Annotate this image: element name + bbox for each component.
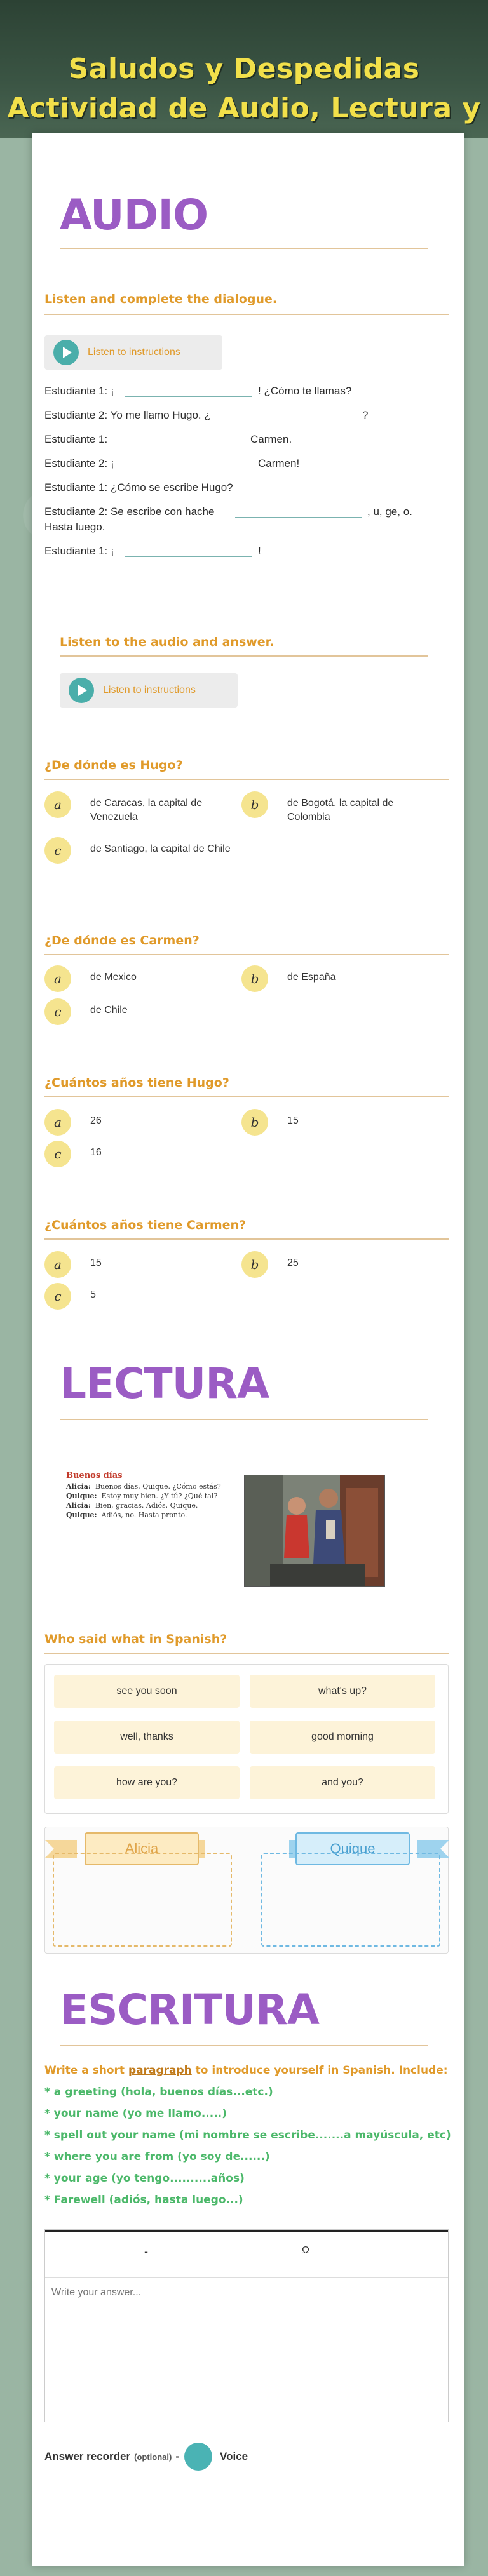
recorder-dash: -: [175, 2450, 180, 2462]
writing-item: [44, 2107, 227, 2120]
dialogue-question-divider: [44, 314, 449, 315]
option-text: 16: [90, 1147, 102, 1158]
question-title-2: ¿De dónde es Carmen?: [44, 934, 200, 948]
dialogue-line-4-end: Carmen!: [258, 457, 300, 469]
match-grid: [44, 1664, 449, 1814]
reading-speech: Bien, gracias. Adiós, Quique.: [95, 1501, 198, 1510]
option-text: de España: [287, 972, 336, 983]
drop-zone-alicia[interactable]: [53, 1853, 232, 1947]
page-header: [0, 0, 488, 138]
question-title-4: ¿Cuántos años tiene Carmen?: [44, 1218, 247, 1232]
record-button[interactable]: [184, 2443, 212, 2471]
writing-item-label: * where you are from: [44, 2150, 178, 2163]
option-text: 5: [90, 1289, 96, 1300]
writing-item: [44, 2172, 245, 2185]
reading-speech: Estoy muy bien. ¿Y tú? ¿Qué tal?: [101, 1492, 218, 1500]
question-title-1: ¿De dónde es Hugo?: [44, 758, 183, 772]
option-letter-badge: a: [44, 1251, 71, 1278]
reading-photo: [244, 1475, 385, 1587]
dialogue-line-3: Estudiante 1:: [44, 433, 108, 445]
reading-line: [66, 1482, 244, 1491]
dialogue-line-1-end: ! ¿Cómo te llamas?: [258, 385, 352, 397]
sort-board: [44, 1827, 449, 1954]
listen-instructions-button-2[interactable]: [60, 673, 238, 708]
q1-option-b[interactable]: [241, 791, 433, 824]
option-text: 15: [287, 1115, 299, 1126]
students-photo-illustration: [245, 1475, 385, 1587]
paragraph-link[interactable]: paragraph: [128, 2064, 192, 2077]
reading-speech: Buenos días, Quique. ¿Cómo estás?: [95, 1482, 221, 1491]
dialogue-line-7: Hasta luego.: [44, 521, 105, 533]
match-item[interactable]: what's up?: [250, 1675, 435, 1708]
sort-label-alicia: Alicia: [85, 1832, 199, 1865]
dialogue-line-2-end: ?: [362, 409, 369, 421]
recorder-optional: (optional): [134, 2452, 172, 2462]
option-letter-badge: b: [241, 1251, 268, 1278]
recorder-label: Answer recorder: [44, 2450, 131, 2462]
q2-option-a[interactable]: [44, 965, 236, 992]
writing-prompt-post: to introduce yourself in Spanish. Include:: [191, 2064, 448, 2077]
writing-item-label: * spell out your name: [44, 2129, 179, 2142]
writing-item-example: (hola, buenos días...etc.): [120, 2086, 273, 2098]
writing-item-example: (adiós, hasta luego...): [109, 2194, 243, 2206]
option-letter-badge: a: [44, 965, 71, 992]
option-letter-badge: c: [44, 998, 71, 1025]
writing-prompt-pre: Write a short: [44, 2064, 128, 2077]
question-divider-4: [44, 1238, 449, 1240]
option-letter-badge: b: [241, 965, 268, 992]
reading-speech: Adiós, no. Hasta pronto.: [101, 1511, 187, 1519]
option-letter-badge: a: [44, 791, 71, 818]
answer-textarea[interactable]: [51, 2287, 440, 2414]
option-text: de Santiago, la capital de Chile: [90, 843, 231, 854]
q2-option-c[interactable]: [44, 998, 236, 1025]
dialogue-line-2: Estudiante 2: Yo me llamo Hugo. ¿: [44, 409, 211, 421]
dialogue-line-8-end: !: [258, 545, 261, 557]
writing-item-example: (yo me llamo.....): [122, 2107, 227, 2120]
writing-item-example: (mi nombre se escribe.......a mayúscula, etc): [179, 2129, 451, 2142]
q1-option-c[interactable]: [44, 837, 236, 864]
q3-option-a[interactable]: [44, 1109, 236, 1136]
dialogue-line-6: Estudiante 2: Se escribe con hache: [44, 506, 215, 518]
toolbar-dash-button[interactable]: -: [144, 2245, 148, 2258]
option-letter-badge: c: [44, 837, 71, 864]
q1-option-a[interactable]: [44, 791, 236, 824]
drop-zone-quique[interactable]: [261, 1853, 440, 1947]
listen-instructions-label: Listen to instructions: [103, 685, 196, 695]
dialogue-blank-5[interactable]: [235, 517, 362, 518]
match-item[interactable]: see you soon: [54, 1675, 240, 1708]
escritura-heading: ESCRITURA: [60, 1985, 319, 2034]
dialogue-line-1: Estudiante 1: ¡: [44, 385, 114, 397]
special-characters-button[interactable]: Ω: [302, 2245, 309, 2256]
sort-label-quique: Quique: [295, 1832, 410, 1865]
option-text: de Caracas, la capital de Venezuela: [90, 798, 203, 822]
escritura-heading-divider: [60, 2045, 428, 2046]
reading-title: Buenos días: [66, 1471, 123, 1480]
match-item[interactable]: and you?: [250, 1766, 435, 1799]
writing-item: [44, 2086, 273, 2098]
writing-item-label: * Farewell: [44, 2194, 109, 2206]
dialogue-line-8: Estudiante 1: ¡: [44, 545, 114, 557]
q3-option-b[interactable]: [241, 1109, 433, 1136]
match-title: Who said what in Spanish?: [44, 1632, 227, 1646]
reading-speaker: Alicia:: [66, 1501, 91, 1510]
reading-line: [66, 1492, 244, 1500]
editor-toolbar: [45, 2232, 448, 2278]
writing-item-label: * your name: [44, 2107, 123, 2120]
dialogue-blank-1[interactable]: [125, 396, 252, 397]
writing-item: [44, 2150, 270, 2163]
audio-answer-title: Listen to the audio and answer.: [60, 635, 274, 649]
reading-speaker: Alicia:: [66, 1482, 91, 1491]
audio-heading-divider: [60, 248, 428, 249]
option-letter-badge: a: [44, 1109, 71, 1136]
page-title: Saludos y Despedidas Actividad de Audio, Lectura y: [7, 53, 481, 124]
play-icon: [53, 340, 79, 365]
q4-option-a[interactable]: [44, 1251, 236, 1278]
q3-option-c[interactable]: [44, 1141, 236, 1167]
answer-recorder: [44, 2443, 248, 2471]
option-text: 26: [90, 1115, 102, 1126]
match-item[interactable]: how are you?: [54, 1766, 240, 1799]
q4-option-b[interactable]: [241, 1251, 433, 1278]
option-letter-badge: c: [44, 1141, 71, 1167]
reading-speaker: Quique:: [66, 1511, 97, 1519]
worksheet-card: [32, 133, 464, 2566]
option-text: de Mexico: [90, 972, 137, 983]
question-divider-1: [44, 779, 449, 780]
option-text: de Chile: [90, 1005, 128, 1016]
voice-label: Voice: [220, 2450, 248, 2462]
option-text: de Bogotá, la capital de Colombia: [287, 798, 394, 822]
reading-speaker: Quique:: [66, 1492, 97, 1500]
lectura-heading: LECTURA: [60, 1359, 269, 1408]
listen-instructions-label: Listen to instructions: [88, 347, 180, 358]
listen-instructions-button-1[interactable]: [44, 335, 222, 370]
play-icon: [69, 678, 94, 703]
question-title-3: ¿Cuántos años tiene Hugo?: [44, 1076, 229, 1090]
dialogue-line-4: Estudiante 2: ¡: [44, 457, 114, 469]
option-text: 15: [90, 1258, 102, 1268]
writing-item: [44, 2129, 451, 2142]
option-letter-badge: c: [44, 1283, 71, 1310]
answer-editor: [44, 2229, 449, 2422]
writing-item-label: * your age: [44, 2172, 112, 2185]
reading-line: [66, 1501, 244, 1510]
dialogue-line-5: Estudiante 1: ¿Cómo se escribe Hugo?: [44, 481, 233, 493]
dialogue-question-title: Listen and complete the dialogue.: [44, 292, 278, 306]
writing-item-label: * a greeting: [44, 2086, 121, 2098]
reading-passage: [66, 1471, 244, 1519]
writing-prompt: [44, 2064, 448, 2077]
option-letter-badge: b: [241, 1109, 268, 1136]
reading-line: [66, 1511, 244, 1519]
q4-option-c[interactable]: [44, 1283, 236, 1310]
dialogue-blank-6[interactable]: [125, 556, 252, 557]
dialogue-line-6-end: , u, ge, o.: [367, 506, 412, 518]
match-item[interactable]: well, thanks: [54, 1721, 240, 1754]
match-item[interactable]: good morning: [250, 1721, 435, 1754]
option-text: 25: [287, 1258, 299, 1268]
q2-option-b[interactable]: [241, 965, 433, 992]
audio-heading: AUDIO: [60, 191, 208, 239]
dialogue-line-3-end: Carmen.: [250, 433, 292, 445]
question-divider-2: [44, 954, 449, 955]
option-letter-badge: b: [241, 791, 268, 818]
question-divider-3: [44, 1096, 449, 1097]
writing-item-example: (yo tengo..........años): [111, 2172, 245, 2185]
writing-item: [44, 2194, 243, 2206]
writing-item-example: (yo soy de......): [177, 2150, 270, 2163]
match-title-divider: [44, 1653, 449, 1654]
lectura-heading-divider: [60, 1419, 428, 1420]
audio-answer-divider: [60, 655, 428, 657]
